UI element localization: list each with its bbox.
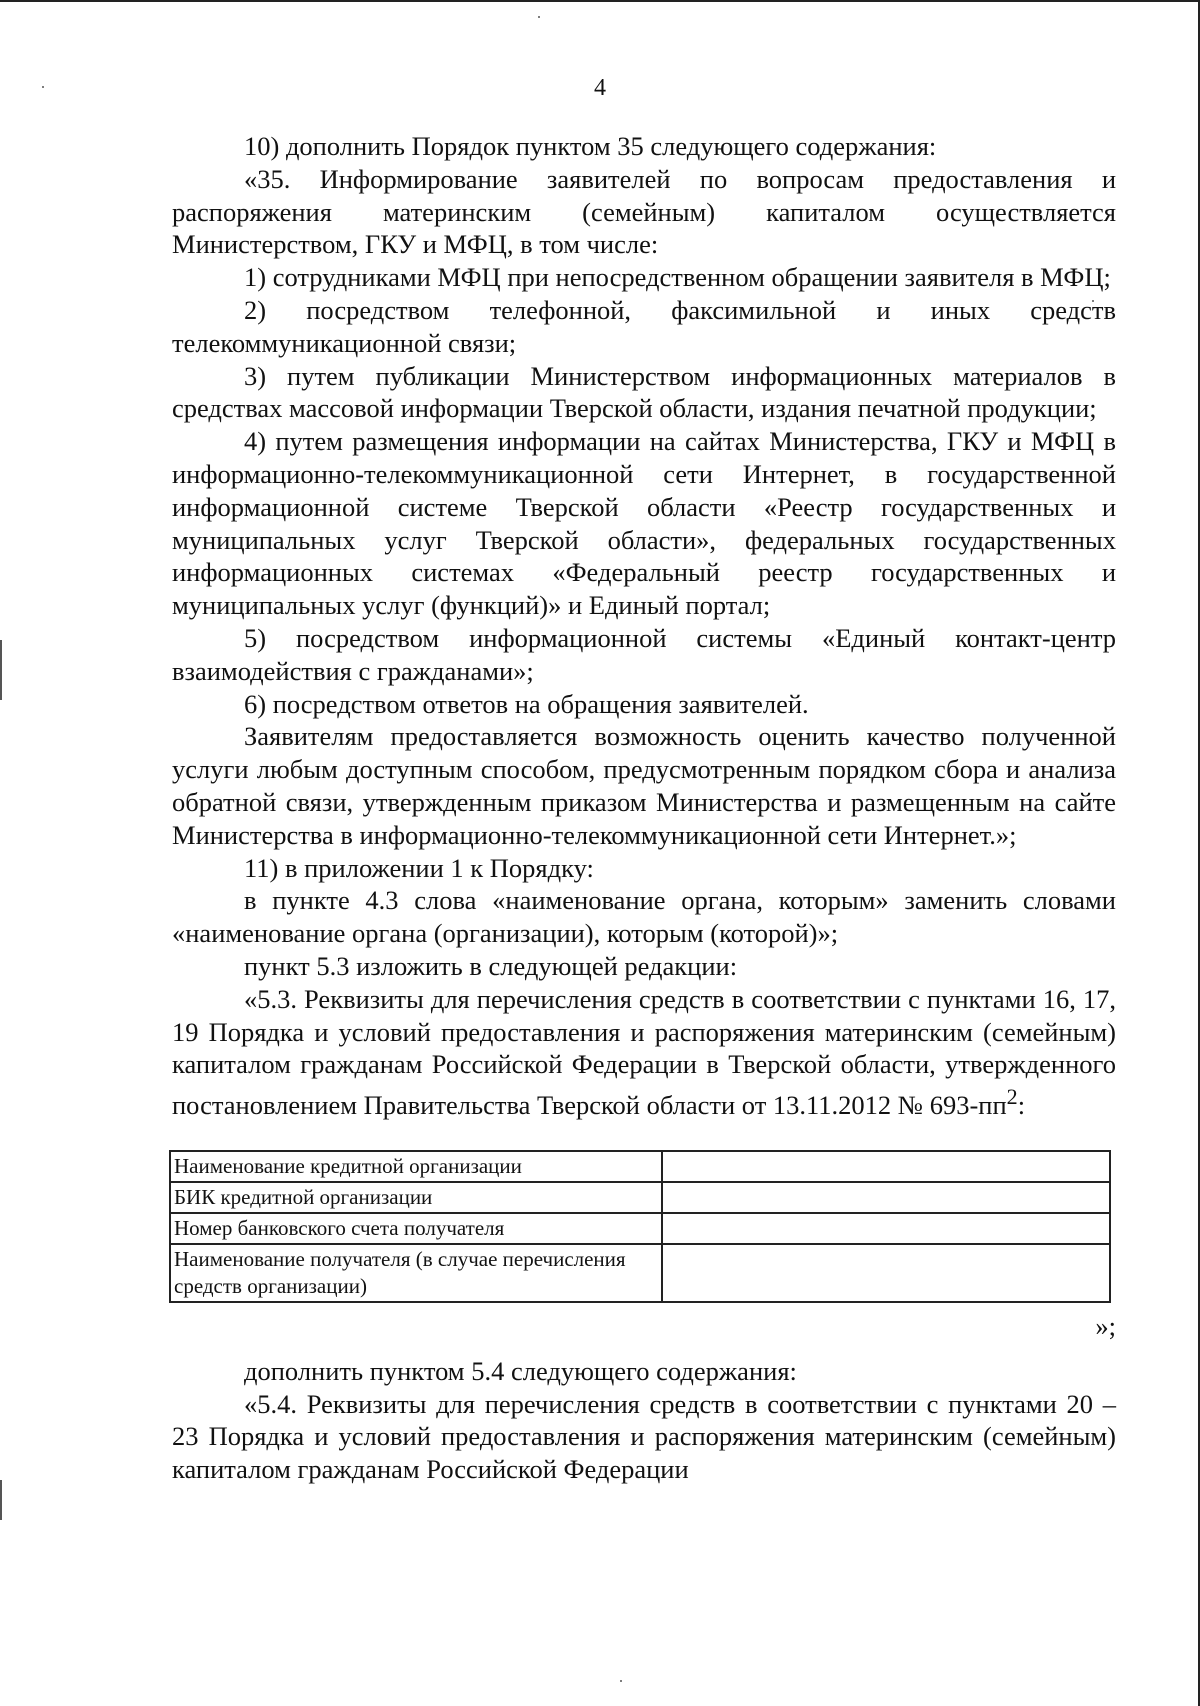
list-item: 4) путем размещения информации на сайтах Министерства, ГКУ и МФЦ в информационно-телекоммуникационной сети Интернет, в государственной информационной системе Тверской области «Реестр государственных и муниципальных услуг Тверской области», федеральных государственных информационных системах «Федеральный реестр государственных и муниципальных услуг (функций)» и Единый портал; <box>172 426 1116 621</box>
paragraph-5-3-ending: : <box>1017 1089 1026 1120</box>
table-cell-value <box>662 1182 1110 1213</box>
scan-speck <box>538 16 540 18</box>
page-number: 4 <box>594 75 606 101</box>
table-cell-value <box>662 1213 1110 1244</box>
list-item: 1) сотрудниками МФЦ при непосредственном обращении заявителя в МФЦ; <box>244 262 1111 293</box>
paragraph: пункт 5.3 изложить в следующей редакции: <box>244 950 738 981</box>
table-row <box>170 1244 1110 1302</box>
paragraph: 10) дополнить Порядок пунктом 35 следующего содержания: <box>244 131 937 161</box>
table-cell-value <box>662 1244 1110 1302</box>
closing-quote: »; <box>1095 1310 1116 1341</box>
footnote-mark: 2 <box>1006 1084 1018 1110</box>
requisites-table-wrapper <box>169 1150 1111 1303</box>
paragraph: «5.4. Реквизиты для перечисления средств в соответствии с пунктами 20 – 23 Порядка и условий предоставления и распоряжения материнским (семейным) капиталом гражданам Российской Федерации <box>172 1388 1116 1485</box>
table-row <box>170 1213 1110 1244</box>
scan-border-top <box>0 0 1200 2</box>
scan-edge-mark <box>0 1480 2 1520</box>
paragraph-5-3 <box>172 983 1116 1122</box>
paragraph-5-3-text: «5.3. Реквизиты для перечисления средств в соответствии с пунктами 16, 17, 19 Порядка и условий предоставления и распоряжения материнским (семейным) капиталом гражданам Российской Федерации в Тверской области, утвержденного постановлением Правительства Тверской области от 13.11.2012 № 693-пп <box>172 983 1116 1120</box>
list-item: 6) посредством ответов на обращения заявителей. <box>244 688 809 719</box>
requisites-table <box>169 1150 1111 1303</box>
list-item: 5) посредством информационной системы «Единый контакт-центр взаимодействия с гражданами»; <box>172 622 1116 686</box>
paragraph: 11) в приложении 1 к Порядку: <box>244 852 594 883</box>
document-body <box>172 130 1116 1486</box>
table-cell-label: БИК кредитной организации <box>170 1182 662 1213</box>
paragraph: «35. Информирование заявителей по вопросам предоставления и распоряжения материнским (семейным) капиталом осуществляется Министерством, ГКУ и МФЦ, в том числе: <box>172 163 1116 260</box>
paragraph: Заявителям предоставляется возможность оценить качество полученной услуги любым доступным способом, предусмотренным порядком сбора и анализа обратной связи, утвержденным приказом Министерства и размещенным на сайте Министерства в информационно-телекоммуникационной сети Интернет.»; <box>172 721 1116 850</box>
table-cell-value <box>662 1151 1110 1182</box>
table-cell-label: Номер банковского счета получателя <box>170 1213 662 1244</box>
list-item: 2) посредством телефонной, факсимильной и иных средств телекоммуникационной связи; <box>172 294 1116 358</box>
scan-edge-mark <box>0 640 2 700</box>
paragraph: дополнить пунктом 5.4 следующего содержания: <box>244 1355 797 1386</box>
scan-speck <box>620 1680 622 1682</box>
paragraph: в пункте 4.3 слова «наименование органа, которым» заменить словами «наименование органа (организации), которым (которой)»; <box>172 885 1116 949</box>
table-row <box>170 1182 1110 1213</box>
table-row <box>170 1151 1110 1182</box>
table-cell-label: Наименование получателя (в случае перечисления средств организации) <box>170 1244 662 1302</box>
list-item: 3) путем публикации Министерством информационных материалов в средствах массовой информации Тверской области, издания печатной продукции; <box>172 360 1116 424</box>
table-cell-label: Наименование кредитной организации <box>170 1151 662 1182</box>
